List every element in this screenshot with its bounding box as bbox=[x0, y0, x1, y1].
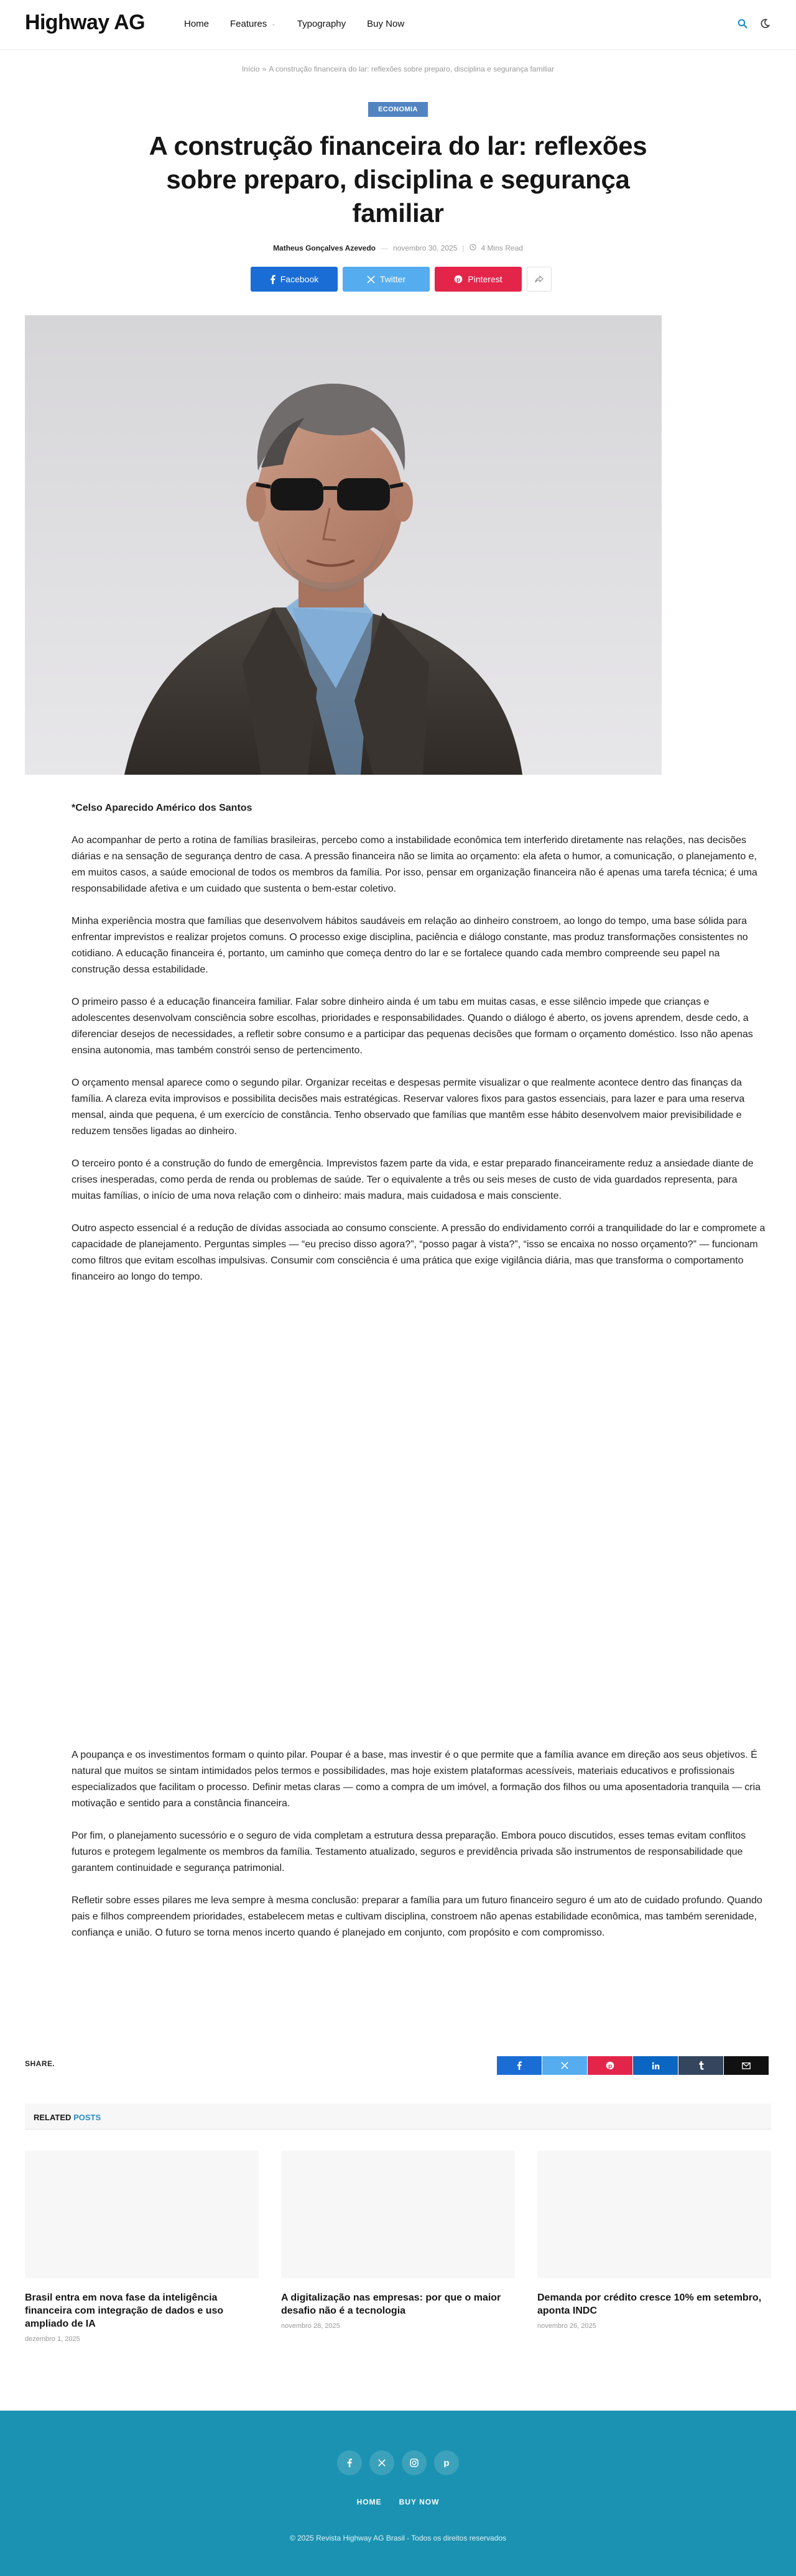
share-buttons-top bbox=[251, 267, 552, 292]
pinterest-icon bbox=[454, 275, 463, 284]
portrait-illustration bbox=[25, 315, 662, 775]
footer-copyright: © 2025 Revista Highway AG Brasil - Todos os direitos reservados bbox=[289, 2534, 507, 2542]
article-paragraph: O orçamento mensal aparece como o segundo pilar. Organizar receitas e despesas permite visualizar o que realmente acontece dentro das finanças da família. A clareza evita improvisos e possibilita decisões mais estratégicas. Reservar valores fixos para gastos essenciais, para lazer e para uma reserva mensal, ainda que pequena, é um exercício de constância. Tenho observado que famílias que mantêm esse hábito desenvolvem maior previsibilidade e reduzem tensões ligadas ao dinheiro. bbox=[72, 1078, 745, 1137]
share-linkedin-small[interactable] bbox=[633, 2056, 678, 2075]
article-paragraph: O primeiro passo é a educação financeira familiar. Falar sobre dinheiro ainda é um tabu em muitas casas, e esse silêncio impede que crianças e adolescentes desenvolvam consciência sobre escolhas, prioridades e responsabilidades. Quando o diálogo é aberto, os jovens aprendem, desde cedo, a diferenciar desejos de necessidades, a refletir sobre consumo e a participar das pequenas decisões que formam o orçamento doméstico. Isso não apenas ensina autonomia, mas também constrói senso de pertencimento. bbox=[72, 997, 753, 1056]
footer-nav bbox=[0, 2498, 796, 2506]
header-tools bbox=[736, 17, 771, 30]
read-time: 4 Mins Read bbox=[481, 244, 523, 252]
article-title: A construção financeira do lar: reflexões sobre preparo, disciplina e segurança familiar bbox=[149, 131, 647, 228]
related-post-title[interactable]: Brasil entra em nova fase da inteligência financeira com integração de dados e uso ampliado de IA bbox=[25, 2292, 224, 2329]
footer-pinterest-link[interactable] bbox=[434, 2450, 459, 2475]
related-post-title[interactable]: Demanda por crédito cresce 10% em setembro, aponta INDC bbox=[537, 2292, 762, 2316]
related-post-card bbox=[281, 2151, 515, 2330]
x-icon bbox=[378, 2459, 386, 2467]
instagram-icon bbox=[410, 2458, 419, 2467]
related-posts-title bbox=[34, 2113, 101, 2122]
nav-features-label: Features bbox=[230, 19, 267, 29]
nav-buy-now-label: Buy Now bbox=[367, 19, 405, 29]
share-twitter-button[interactable] bbox=[343, 267, 430, 292]
breadcrumb-separator: » bbox=[262, 65, 267, 73]
related-posts-header bbox=[25, 2103, 771, 2130]
breadcrumb bbox=[0, 65, 796, 73]
article-paragraph: O terceiro ponto é a construção do fundo de emergência. Imprevistos fazem parte da vida, e estar preparado financeiramente reduz a ansiedade diante de crises inesperadas, como perda de renda ou problemas de saúde. Ter o equivalente a três ou seis meses de custo de vida guardados representa, para muitas famílias, o início de uma nova relação com o dinheiro: mais madura, mais cuidadosa e mais consciente. bbox=[72, 1158, 754, 1201]
pinterest-icon bbox=[443, 2458, 450, 2467]
footer-nav-home[interactable]: HOME bbox=[356, 2498, 382, 2506]
footer-instagram-link[interactable] bbox=[402, 2450, 427, 2475]
tumblr-icon bbox=[698, 2061, 704, 2070]
article-paragraph: Ao acompanhar de perto a rotina de famílias brasileiras, percebo como a instabilidade econômica tem interferido diretamente nas relações, nas decisões diárias e na sensação de segurança dentro de casa. A pressão financeira não se limita ao orçamento: ela afeta o humor, a comunicação, o planejamento e, em muitos casos, a saúde emocional de todos os membros da família. Por isso, pensar em organização financeira não é apenas uma tarefa técnica; é uma responsabilidade afetiva e um cuidado que sustenta o bem-estar coletivo. bbox=[72, 835, 757, 894]
article-paragraph: Refletir sobre esses pilares me leva sempre à mesma conclusão: preparar a família para um futuro financeiro seguro é um ato de cuidado profundo. Quando pais e filhos compreendem prioridades, estabelecem metas e cultivam disciplina, constroem não apenas estabilidade econômica, mas também serenidade, confiança e união. O futuro se torna menos incerto quando é planejado em conjunto, com propósito e com compromisso. bbox=[72, 1895, 762, 1938]
svg-text:p: p bbox=[456, 276, 461, 284]
publish-date: novembro 30, 2025 bbox=[393, 244, 458, 252]
x-icon bbox=[367, 275, 375, 284]
clock-icon bbox=[470, 244, 476, 252]
related-post-date: novembro 28, 2025 bbox=[281, 2322, 340, 2330]
related-post-thumbnail[interactable] bbox=[281, 2151, 515, 2278]
facebook-icon bbox=[517, 2061, 522, 2070]
article-paragraph: Minha experiência mostra que famílias que desenvolvem hábitos saudáveis em relação ao dinheiro constroem, ao longo do tempo, uma base sólida para enfrentar imprevistos e realizar projetos comuns. O processo exige disciplina, paciência e diálogo constante, mas produz transformações consistentes no cotidiano. A educação financeira é, portanto, um caminho que começa dentro do lar e se fortalece quando cada membro compreende seu papel na construção dessa estabilidade. bbox=[72, 916, 748, 975]
share-pinterest-button[interactable] bbox=[435, 267, 522, 292]
svg-text:p: p bbox=[608, 2062, 613, 2070]
related-title-b: POSTS bbox=[73, 2113, 101, 2122]
facebook-icon bbox=[270, 275, 275, 284]
share-pinterest-label: Pinterest bbox=[468, 274, 502, 284]
site-footer bbox=[0, 2411, 796, 2576]
nav-buy-now[interactable] bbox=[367, 19, 404, 29]
moon-icon[interactable] bbox=[759, 17, 771, 30]
article-byline: *Celso Aparecido Américo dos Santos bbox=[72, 803, 252, 813]
facebook-icon bbox=[347, 2458, 352, 2467]
chevron-down-icon: ⌄ bbox=[271, 21, 276, 27]
related-post-date: novembro 26, 2025 bbox=[537, 2322, 596, 2330]
related-title-a: RELATED bbox=[34, 2113, 72, 2122]
footer-facebook-link[interactable] bbox=[337, 2450, 362, 2475]
footer-x-link[interactable] bbox=[369, 2450, 394, 2475]
footer-social-icons bbox=[337, 2450, 459, 2475]
related-post-title[interactable]: A digitalização nas empresas: por que o maior desafio não é a tecnologia bbox=[281, 2292, 501, 2316]
svg-text:p: p bbox=[443, 2458, 450, 2467]
article-body-part-1 bbox=[72, 800, 768, 1301]
related-post-date: dezembro 1, 2025 bbox=[25, 2335, 80, 2343]
share-pinterest-small[interactable] bbox=[588, 2056, 632, 2075]
site-header bbox=[0, 0, 796, 50]
breadcrumb-current: A construção financeira do lar: reflexões sobre preparo, disciplina e segurança familiar bbox=[269, 65, 555, 73]
pinterest-icon bbox=[606, 2061, 614, 2070]
email-icon bbox=[742, 2062, 751, 2069]
x-icon bbox=[561, 2062, 568, 2069]
nav-home[interactable] bbox=[184, 19, 209, 29]
category-badge[interactable]: ECONOMIA bbox=[368, 102, 428, 117]
share-tumblr-small[interactable] bbox=[678, 2056, 723, 2075]
share-x-small[interactable] bbox=[542, 2056, 587, 2075]
nav-typography[interactable] bbox=[297, 19, 346, 29]
linkedin-icon bbox=[652, 2062, 660, 2070]
article-paragraph: Outro aspecto essencial é a redução de dívidas associada ao consumo consciente. A pressão do endividamento corrói a tranquilidade do lar e compromete a capacidade de planejamento. Perguntas simples — “eu preciso disso agora?”, “posso pagar à vista?”, “isso se encaixa no nosso orçamento?” — funcionam como filtros que evitam escolhas impulsivas. Consumir com consciência é uma prática que exige vigilância diária, mas que transforma o comportamento financeiro ao longo do tempo. bbox=[72, 1223, 766, 1282]
meta-separator: — bbox=[381, 244, 389, 252]
nav-typography-label: Typography bbox=[297, 19, 346, 29]
share-facebook-label: Facebook bbox=[280, 274, 319, 284]
nav-features[interactable] bbox=[230, 19, 276, 29]
share-facebook-button[interactable] bbox=[251, 267, 338, 292]
author-link[interactable]: Matheus Gonçalves Azevedo bbox=[273, 244, 376, 252]
share-twitter-label: Twitter bbox=[379, 274, 406, 284]
article-meta bbox=[0, 244, 796, 252]
article-paragraph: A poupança e os investimentos formam o quinto pilar. Poupar é a base, mas investir é o que permite que a família avance em direção aos seus objetivos. É natural que muitos se sintam intimidados pelos termos e possibilidades, mas hoje existem plataformas acessíveis, materiais educativos e profissionais especializados que facilitam o processo. Definir metas claras — como a compra de um imóvel, a formação dos filhos ou uma aposentadoria tranquila — cria motivação e sentido para a constância financeira. bbox=[72, 1750, 761, 1809]
featured-image bbox=[25, 315, 662, 775]
breadcrumb-home[interactable]: Início bbox=[241, 65, 260, 73]
related-post-card bbox=[537, 2151, 771, 2330]
related-post-thumbnail[interactable] bbox=[537, 2151, 771, 2278]
share-label: SHARE. bbox=[25, 2059, 55, 2068]
related-post-thumbnail[interactable] bbox=[25, 2151, 259, 2278]
share-facebook-small[interactable] bbox=[497, 2056, 542, 2075]
main-nav bbox=[184, 19, 425, 29]
article-body-part-2 bbox=[72, 1747, 768, 1957]
share-email-small[interactable] bbox=[724, 2056, 769, 2075]
share-more-button[interactable] bbox=[527, 267, 552, 292]
share-icon bbox=[535, 275, 544, 283]
meta-separator: | bbox=[462, 244, 465, 252]
article-paragraph: Por fim, o planejamento sucessório e o seguro de vida completam a estrutura dessa preparação. Embora pouco discutidos, esses temas evitam conflitos futuros e protegem legalmente os membros da família. Testamento atualizado, seguros e previdência privada são instrumentos de responsabilidade que garantem continuidade e segurança patrimonial. bbox=[72, 1830, 746, 1873]
site-logo[interactable]: Highway AG bbox=[25, 11, 145, 34]
search-icon[interactable] bbox=[736, 17, 749, 30]
nav-home-label: Home bbox=[184, 19, 210, 29]
share-buttons-bottom bbox=[497, 2056, 769, 2075]
related-post-card bbox=[25, 2151, 259, 2343]
footer-nav-buy-now[interactable]: BUY NOW bbox=[399, 2498, 440, 2506]
